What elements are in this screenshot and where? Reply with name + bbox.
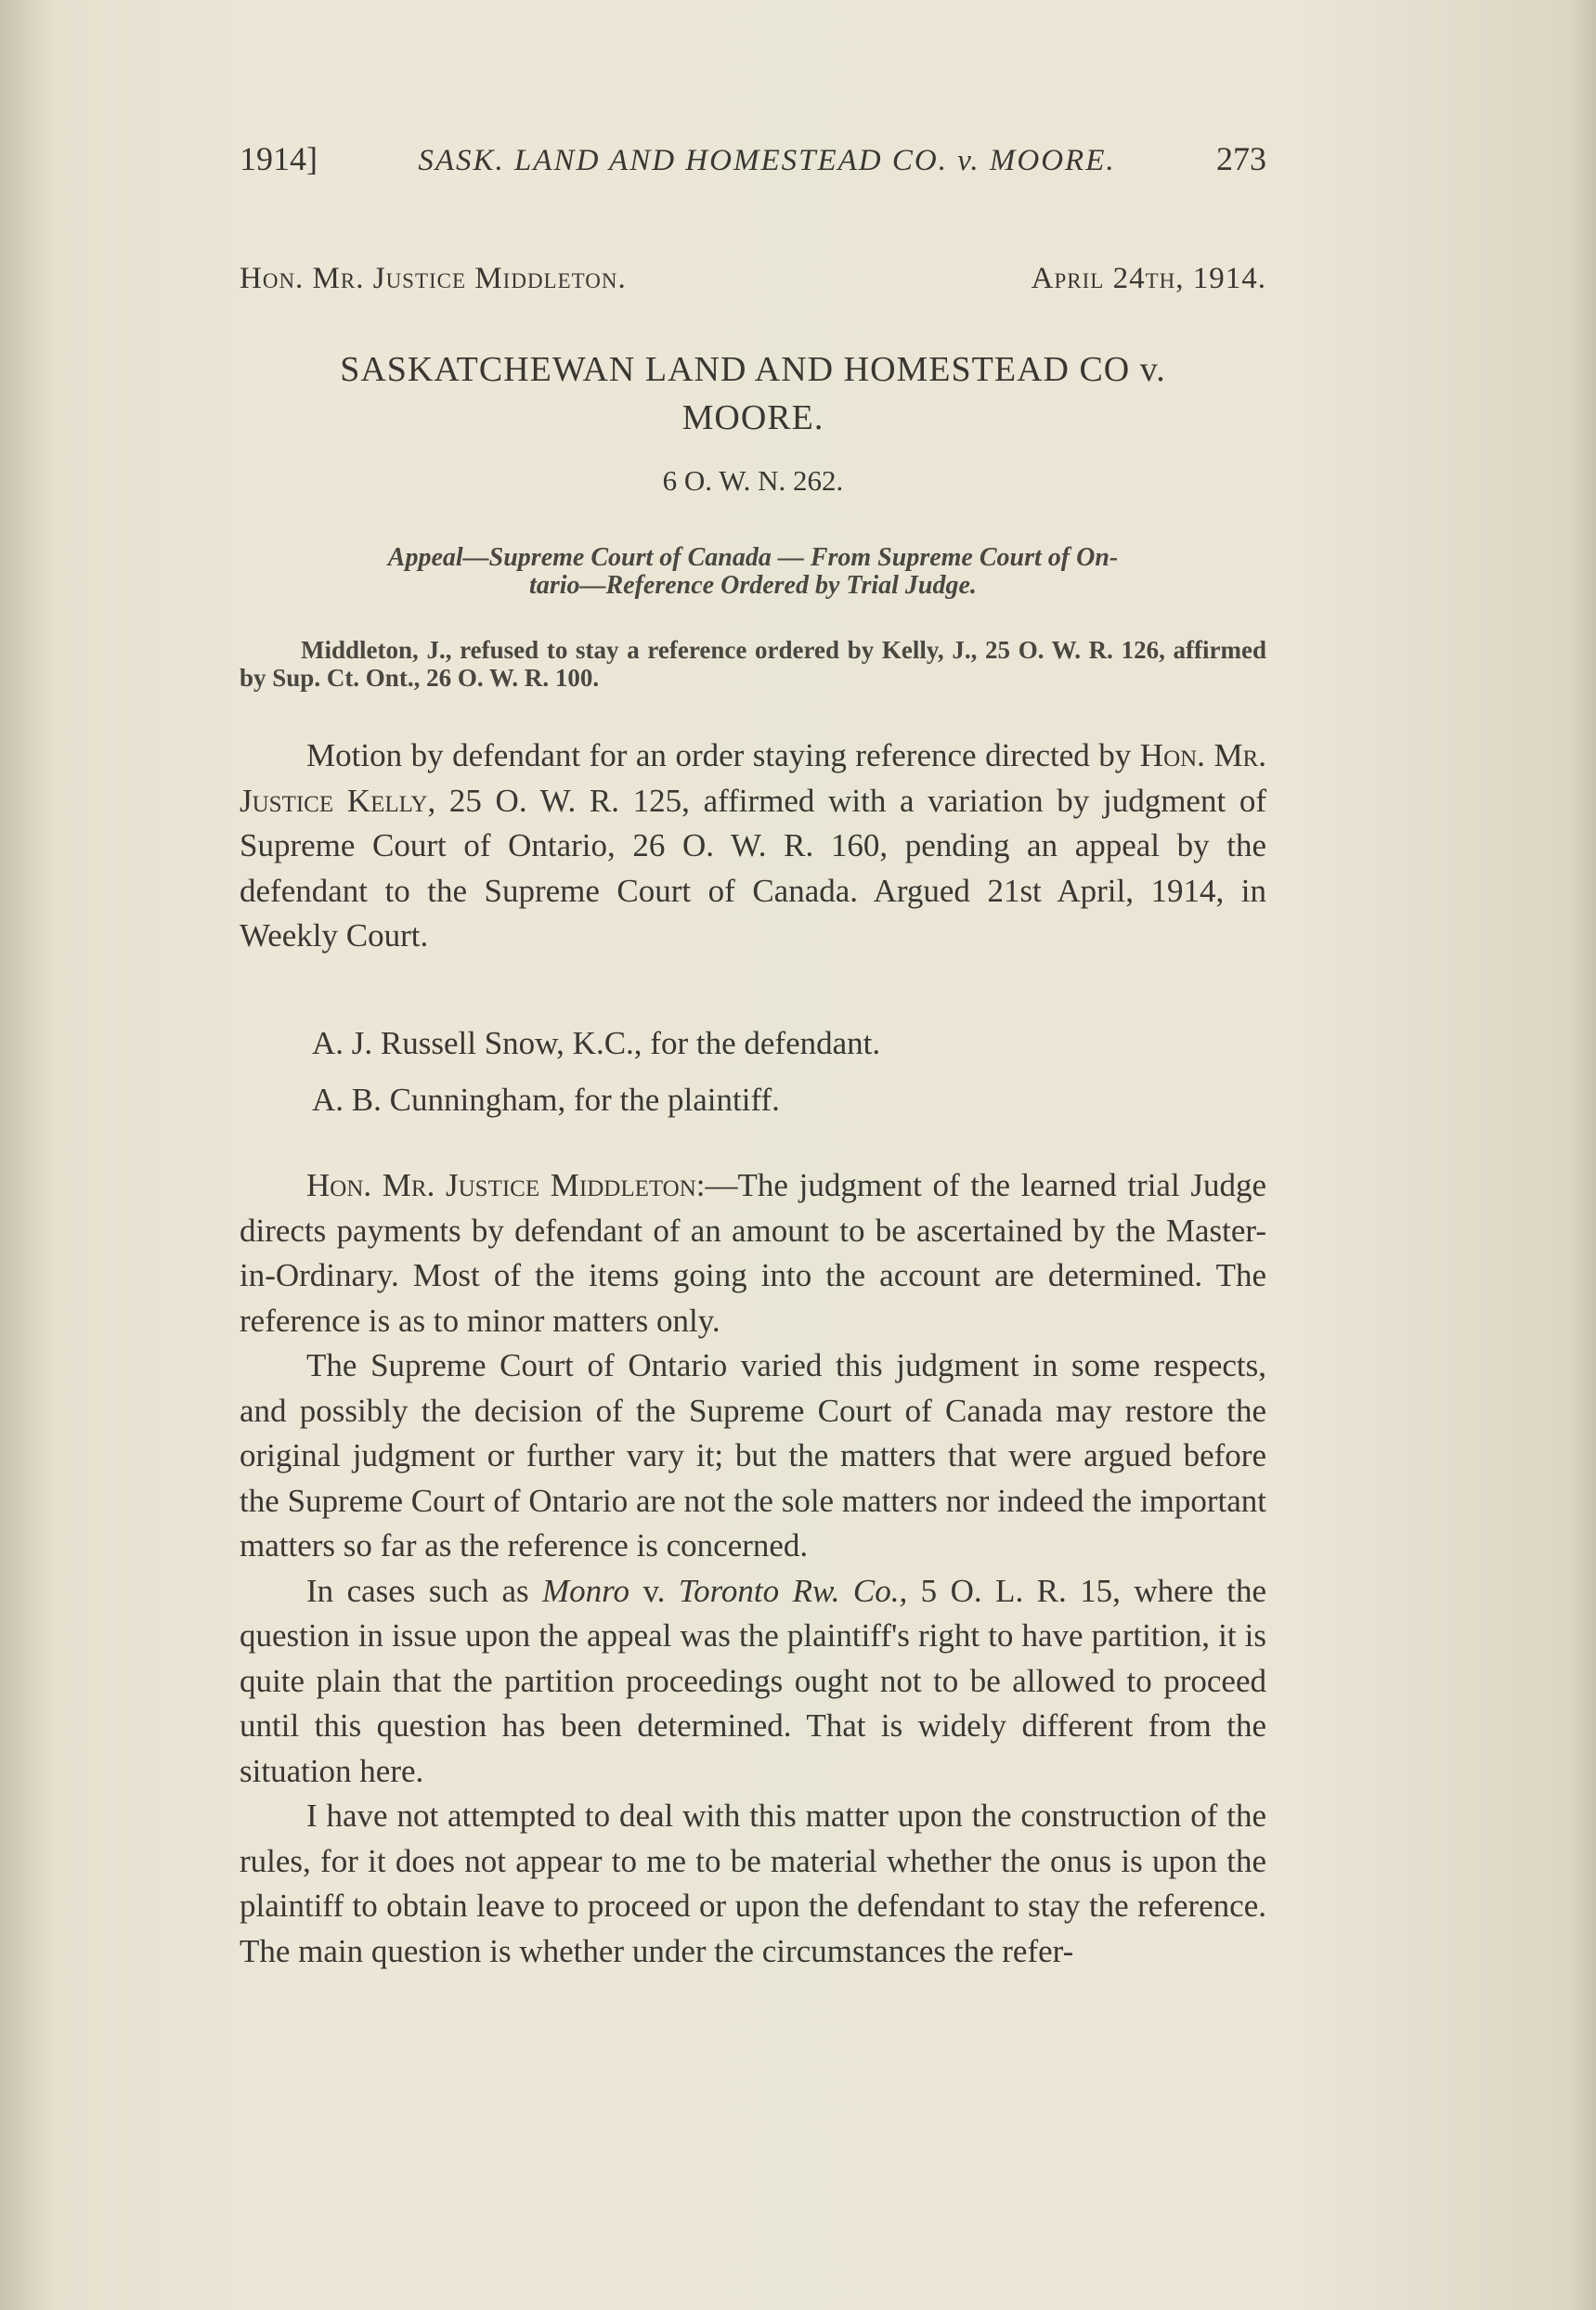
motion-text-2: , 25 O. W. R. 125, affirmed with a variation by judgment of Supreme Court of Ontario, 26 O. W. R. 160, pending an appeal by the defendant to the Supreme Court of Canada. Argued 21st April, 1914, in Weekly Court. [240,782,1267,954]
running-head-year: 1914] [240,140,318,177]
report-citation: 6 O. W. N. 262. [662,464,844,497]
opinion-paragraph-2: The Supreme Court of Ontario varied this judgment in some respects, and possibly the decision of the Supreme Court of Canada may restore the original judgment or further vary it; but the matters that were argued before the Supreme Court of Ontario are not the sole matters nor indeed the important matters so far as the reference is concerned. [240,1347,1266,1564]
running-head-case: SASK. LAND AND HOMESTEAD CO. v. MOORE. [418,144,1116,177]
case-title-line-2: MOORE. [681,398,824,437]
page-number: 273 [1216,140,1266,177]
decision-date: April 24th, 1914. [1031,262,1266,295]
opinion-judge: Hon. Mr. Justice Middleton [306,1167,696,1203]
headnote [240,544,1266,600]
counsel-plaintiff: A. B. Cunningham, for the plaintiff. [312,1081,780,1118]
p3-pre: In cases such as [306,1572,543,1609]
case-title-line-1: SASKATCHEWAN LAND AND HOMESTEAD CO v. [340,350,1166,389]
case-title [240,345,1266,442]
p3-case-name-1: Monro [542,1572,630,1609]
headnote-line-1: Appeal—Supreme Court of Canada — From Supreme Court of On- [387,543,1119,572]
opinion-paragraph-1 [240,1163,1266,1343]
motion-justice: Hon. Mr. Justice Kelly [240,737,1266,819]
opinion-paragraph-3 [240,1569,1266,1795]
counsel-defendant: A. J. Russell Snow, K.C., for the defendant. [312,1025,881,1061]
running-head [240,139,1266,195]
motion-paragraph [240,733,1266,959]
opinion [240,1163,1266,1974]
opinion-paragraph-4: I have not attempted to deal with this matter upon the construction of the rules, for it does not appear to me to be material whether the onus is upon the plaintiff to obtain leave to proceed or upon the defendant to stay the reference. The main question is whether under the circumstances the refer- [240,1797,1266,1969]
headnote-line-2: tario—Reference Ordered by Trial Judge. [529,571,977,600]
counsel-list [240,1021,1266,1134]
p3-case-name-2: Toronto Rw. Co., [678,1572,908,1609]
p3-rest: 5 O. L. R. 15, where the question in issue upon the appeal was the plaintiff's right to have partition, it is quite plain that the partition proceedings ought not to be allowed to proceed until this question has been determined. That is widely different from the situation here. [240,1572,1267,1789]
judge-name: Hon. Mr. Justice Middleton. [240,262,627,295]
case-summary: Middleton, J., refused to stay a reference ordered by Kelly, J., 25 O. W. R. 126, affirmed by Sup. Ct. Ont., 26 O. W. R. 100. [240,636,1266,692]
judge-date-line [240,262,1266,314]
p3-v: v. [629,1572,679,1609]
motion-text-1: Motion by defendant for an order staying reference directed by [306,737,1140,773]
opinion-p1-text: :—The judgment of the learned trial Judge directs payments by defendant of an amount to be ascertained by the Master-in-Ordinary. Most of the items going into the account are determined. The reference is as to minor matters only. [240,1167,1266,1339]
